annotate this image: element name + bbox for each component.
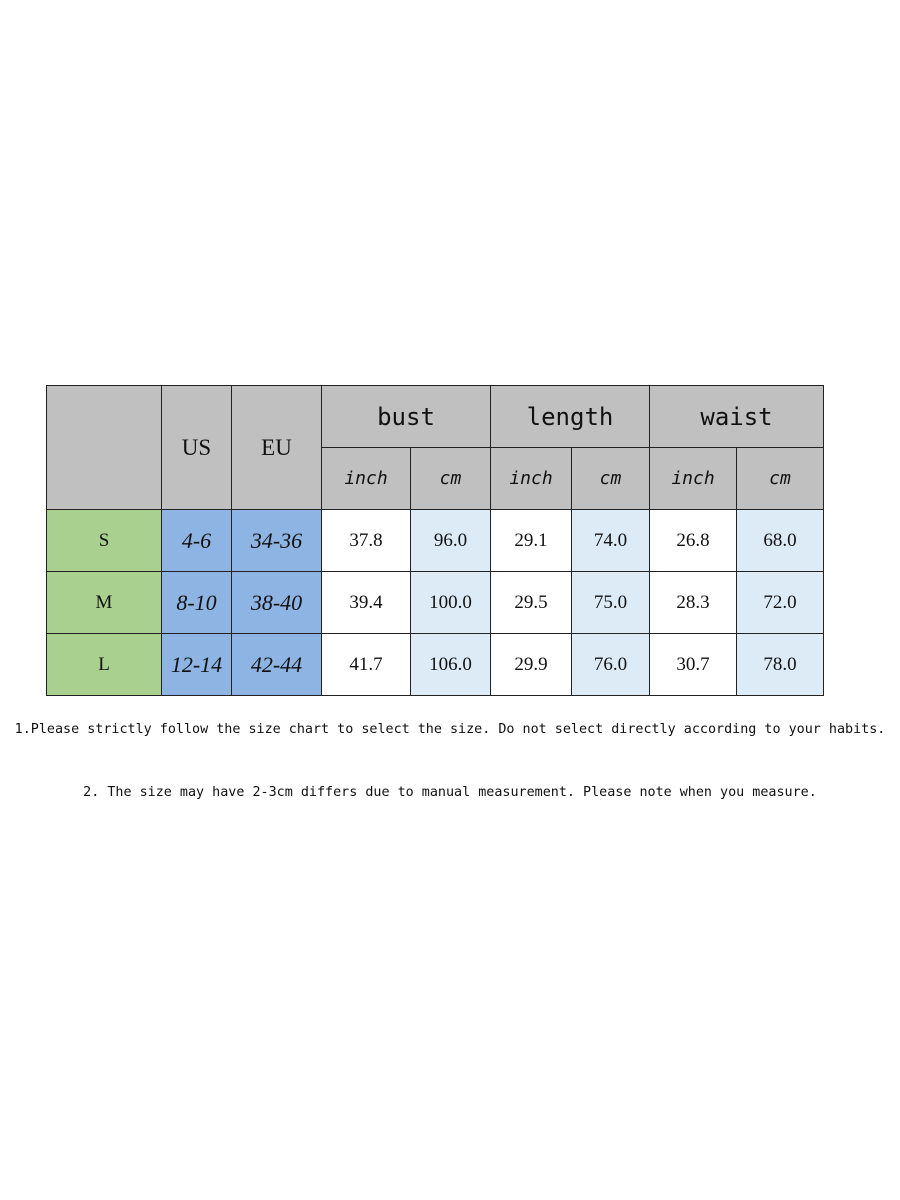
length-inch-cell: 29.5 xyxy=(491,572,572,634)
bust-inch-cell: 39.4 xyxy=(322,572,411,634)
unit-header-length-cm: cm xyxy=(572,448,650,510)
length-cm-cell: 74.0 xyxy=(572,510,650,572)
waist-cm-cell: 72.0 xyxy=(737,572,824,634)
header-waist: waist xyxy=(650,386,824,448)
size-note-2: 2. The size may have 2-3cm differs due to manual measurement. Please note when you measure. xyxy=(83,785,817,800)
us-size-cell: 4-6 xyxy=(162,510,232,572)
eu-size-cell: 42-44 xyxy=(232,634,322,696)
waist-inch-cell: 30.7 xyxy=(650,634,737,696)
waist-inch-cell: 28.3 xyxy=(650,572,737,634)
waist-inch-cell: 26.8 xyxy=(650,510,737,572)
unit-header-length-inch: inch xyxy=(491,448,572,510)
header-length: length xyxy=(491,386,650,448)
header-row-groups xyxy=(47,386,824,448)
bust-inch-cell: 37.8 xyxy=(322,510,411,572)
bust-cm-cell: 96.0 xyxy=(411,510,491,572)
unit-header-bust-inch: inch xyxy=(322,448,411,510)
header-bust: bust xyxy=(322,386,491,448)
table-row-l xyxy=(47,634,824,696)
bust-cm-cell: 106.0 xyxy=(411,634,491,696)
size-label: S xyxy=(47,510,162,572)
us-size-cell: 8-10 xyxy=(162,572,232,634)
size-note-1: 1.Please strictly follow the size chart to select the size. Do not select directly according to your habits. xyxy=(14,722,886,737)
eu-size-cell: 38-40 xyxy=(232,572,322,634)
eu-size-cell: 34-36 xyxy=(232,510,322,572)
header-us: US xyxy=(162,386,232,510)
bust-cm-cell: 100.0 xyxy=(411,572,491,634)
length-cm-cell: 76.0 xyxy=(572,634,650,696)
header-corner-cell xyxy=(47,386,162,510)
bust-inch-cell: 41.7 xyxy=(322,634,411,696)
unit-header-waist-inch: inch xyxy=(650,448,737,510)
us-size-cell: 12-14 xyxy=(162,634,232,696)
size-chart-table xyxy=(46,385,824,696)
length-inch-cell: 29.1 xyxy=(491,510,572,572)
table-row-s xyxy=(47,510,824,572)
waist-cm-cell: 78.0 xyxy=(737,634,824,696)
header-eu: EU xyxy=(232,386,322,510)
size-label: M xyxy=(47,572,162,634)
waist-cm-cell: 68.0 xyxy=(737,510,824,572)
length-cm-cell: 75.0 xyxy=(572,572,650,634)
table-row-m xyxy=(47,572,824,634)
size-label: L xyxy=(47,634,162,696)
length-inch-cell: 29.9 xyxy=(491,634,572,696)
unit-header-bust-cm: cm xyxy=(411,448,491,510)
unit-header-waist-cm: cm xyxy=(737,448,824,510)
